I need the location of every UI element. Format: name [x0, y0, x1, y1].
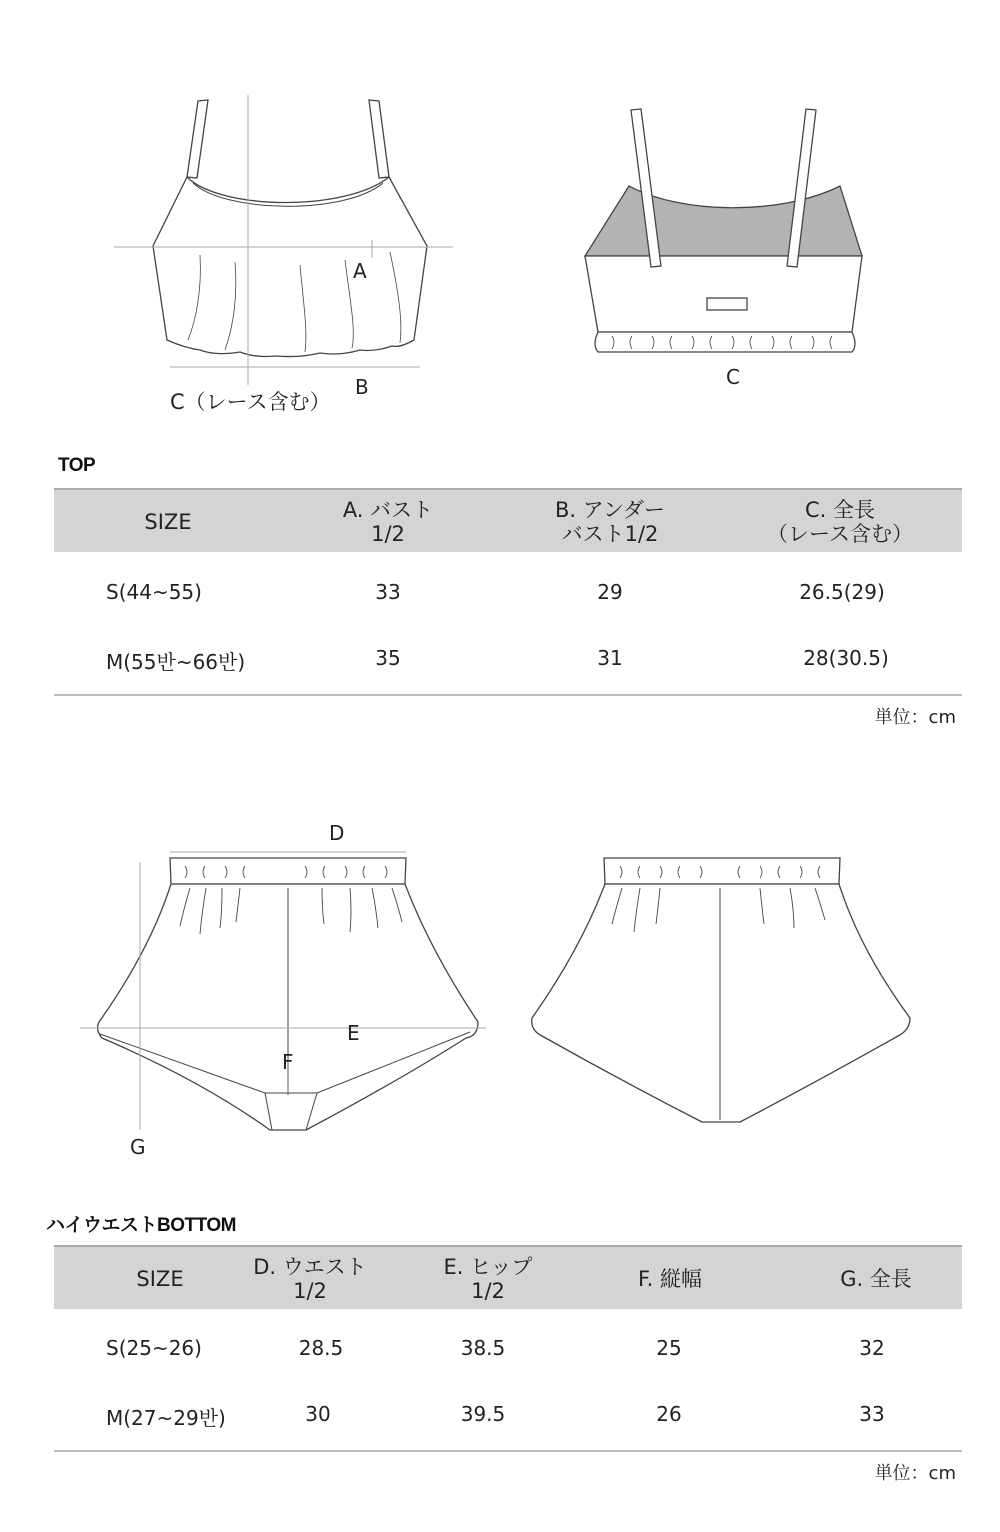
bottom-row-length: 32: [859, 1336, 885, 1360]
bottom-header-waist-line2: 1/2: [293, 1279, 327, 1303]
bottom-row-size: M(27~29반): [106, 1406, 226, 1430]
top-row-bust: 33: [375, 580, 401, 604]
top-row-length: 26.5(29): [799, 580, 885, 604]
measure-label-e: E: [347, 1021, 360, 1045]
measure-label-d: D: [329, 821, 345, 845]
bottom-table-bottom-rule: [54, 1450, 962, 1452]
top-row-size: M(55반~66반): [106, 650, 246, 674]
bottom-header-length: [796, 1247, 956, 1311]
bottom-header-waist-line1: D. ウエスト: [253, 1255, 367, 1279]
measure-label-c-back: C: [726, 365, 740, 389]
measure-label-g: G: [130, 1135, 146, 1159]
bottom-row-hip: 39.5: [460, 1402, 506, 1426]
bottom-row-rise: 26: [656, 1402, 682, 1426]
bottom-header-length-text: G. 全長: [840, 1267, 912, 1291]
bottom-header-waist: [220, 1247, 400, 1311]
bottom-row-waist: 30: [305, 1402, 331, 1426]
top-header-length-line1: C. 全長: [804, 498, 875, 522]
bottom-header-rise-text: F. 縦幅: [637, 1267, 703, 1291]
bottom-row-hip: 38.5: [460, 1336, 506, 1360]
bottom-row-size: S(25~26): [106, 1336, 202, 1360]
bottom-header-hip-line2: 1/2: [471, 1279, 505, 1303]
top-header-underbust-line2: バスト1/2: [561, 522, 659, 546]
bottom-header-hip-line1: E. ヒップ: [443, 1255, 533, 1279]
bottom-header-size-text: SIZE: [136, 1267, 184, 1291]
bottom-unit-note: 単位：cm: [874, 1463, 956, 1484]
top-table-title: TOP: [58, 455, 96, 476]
top-header-length-line2: （レース含む）: [767, 522, 913, 546]
top-unit-note: 単位：cm: [874, 707, 956, 728]
measure-label-f: F: [282, 1050, 294, 1074]
top-row-length: 28(30.5): [803, 646, 889, 670]
top-row-underbust: 29: [597, 580, 623, 604]
bottom-header-rise: [590, 1247, 750, 1311]
top-row-underbust: 31: [597, 646, 623, 670]
bottom-header-hip: [400, 1247, 576, 1311]
top-row-bust: 35: [375, 646, 401, 670]
bottom-table-title: ハイウエストBOTTOM: [46, 1215, 236, 1236]
measure-label-a: A: [353, 259, 367, 283]
bottom-row-waist: 28.5: [298, 1336, 344, 1360]
bottom-row-length: 33: [859, 1402, 885, 1426]
top-row-size: S(44~55): [106, 580, 202, 604]
bottom-back-drawing: [532, 858, 910, 1122]
measure-label-b: B: [355, 375, 369, 399]
bottom-header-size: [90, 1247, 230, 1311]
bottom-row-rise: 25: [656, 1336, 682, 1360]
measure-label-c-front: C（レース含む）: [170, 390, 331, 414]
top-header-bust-line2: 1/2: [371, 522, 405, 546]
top-header-size-text: SIZE: [144, 510, 192, 534]
top-header-bust-line1: A. バスト: [342, 498, 434, 522]
top-header-underbust-line1: B. アンダー: [554, 498, 666, 522]
bottom-table-header: [54, 1245, 962, 1309]
